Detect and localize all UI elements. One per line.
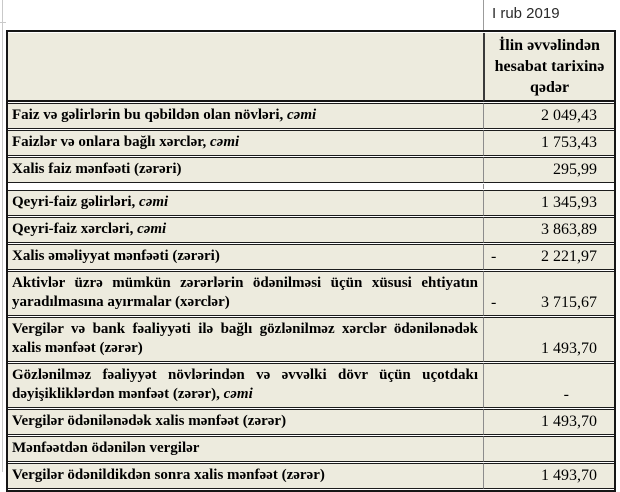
row-label	[8, 130, 483, 156]
row-value	[483, 244, 614, 270]
row-value-text: 295,99	[553, 161, 597, 178]
sheet-gridline-column-top	[483, 0, 484, 30]
row-value	[483, 409, 614, 435]
table-row	[8, 190, 614, 216]
row-label-text: Faizlər və onlara bağlı xərclər,	[12, 134, 207, 150]
row-value	[483, 271, 614, 316]
table-row	[8, 130, 614, 156]
row-label-italic: cəmi	[219, 386, 253, 402]
row-label-italic: cəmi	[135, 194, 169, 210]
row-label-text: Vergilər ödənildikdən sonra xalis mənfəət (zərər)	[12, 467, 325, 483]
row-value	[483, 190, 614, 216]
table-row	[8, 436, 614, 462]
row-value-text: 2 049,43	[541, 107, 597, 124]
table-row	[8, 271, 614, 316]
negative-sign: -	[491, 248, 497, 265]
row-value	[483, 436, 614, 462]
row-label	[8, 244, 483, 270]
row-label-text: Mənfəətdən ödənilən vergilər	[12, 440, 200, 456]
row-value-text: 1 493,70	[541, 467, 597, 484]
row-value	[483, 363, 614, 408]
row-label	[8, 103, 483, 129]
table-row	[8, 317, 614, 362]
table-row	[8, 157, 614, 183]
row-label-text: Aktivlər üzrə mümkün zərərlərin ödənilməsi üçün xüsusi ehtiyatın yaradılmasına ayırmalar (xərclər)	[12, 275, 478, 310]
row-label-text: Vergilər ödənilənədək xalis mənfəət (zərər)	[12, 413, 287, 429]
table-header-row	[8, 33, 614, 102]
table-row	[8, 363, 614, 408]
row-label	[8, 363, 483, 408]
period-label: I rub 2019	[492, 5, 560, 22]
row-value-text: 1 345,93	[541, 194, 597, 211]
header-empty-cell	[8, 33, 483, 102]
row-value-text: 3 863,89	[541, 221, 597, 238]
table-row	[8, 217, 614, 243]
row-label	[8, 190, 483, 216]
row-label-text: Qeyri-faiz xərcləri,	[12, 221, 134, 237]
table-row	[8, 244, 614, 270]
row-value	[483, 217, 614, 243]
row-value	[483, 463, 614, 489]
row-value-text: 1 493,70	[541, 413, 597, 430]
row-label	[8, 317, 483, 362]
row-label-text: Qeyri-faiz gəlirləri,	[12, 194, 136, 210]
table-row	[8, 463, 614, 489]
row-value-text: 1 493,70	[541, 340, 597, 357]
table-row	[8, 103, 614, 129]
row-value-text: -	[563, 386, 569, 403]
row-label	[8, 409, 483, 435]
row-label-text: Xalis əməliyyat mənfəəti (zərəri)	[12, 248, 220, 264]
row-label-text: Xalis faiz mənfəəti (zərəri)	[12, 161, 182, 177]
row-label-text: Faiz və gəlirlərin bu qəbildən olan növləri,	[12, 107, 284, 123]
row-value-text: 2 221,97	[541, 248, 597, 265]
sheet-gridline-left	[2, 0, 3, 472]
header-value-column-title: İlin əvvəlindən hesabat tarixinə qədər	[483, 33, 614, 102]
row-label	[8, 463, 483, 489]
row-label-italic: cəmi	[133, 221, 167, 237]
financial-table-container	[6, 30, 616, 492]
sheet-gridline-tick	[0, 22, 6, 23]
table-row	[8, 409, 614, 435]
row-value	[483, 130, 614, 156]
negative-sign: -	[491, 294, 497, 311]
group-spacer-row	[8, 184, 614, 189]
financial-table	[8, 32, 614, 490]
row-label-text: Vergilər və bank fəaliyyəti ilə bağlı gözlənilməz xərclər ödənilənədək xalis mənfəət (zərər)	[12, 321, 478, 356]
row-value-text: 1 753,43	[541, 134, 597, 151]
row-label-italic: cəmi	[206, 134, 240, 150]
row-value	[483, 103, 614, 129]
row-label	[8, 436, 483, 462]
row-value	[483, 157, 614, 183]
row-value	[483, 317, 614, 362]
row-value-text: 3 715,67	[541, 294, 597, 311]
row-label	[8, 157, 483, 183]
row-label-italic: cəmi	[283, 107, 317, 123]
row-label-text: Gözlənilməz fəaliyyət növlərindən və əvvəlki dövr üçün uçotdakı dəyişikliklərdən mənfəət (zərər),	[12, 367, 478, 402]
row-label	[8, 217, 483, 243]
row-label	[8, 271, 483, 316]
